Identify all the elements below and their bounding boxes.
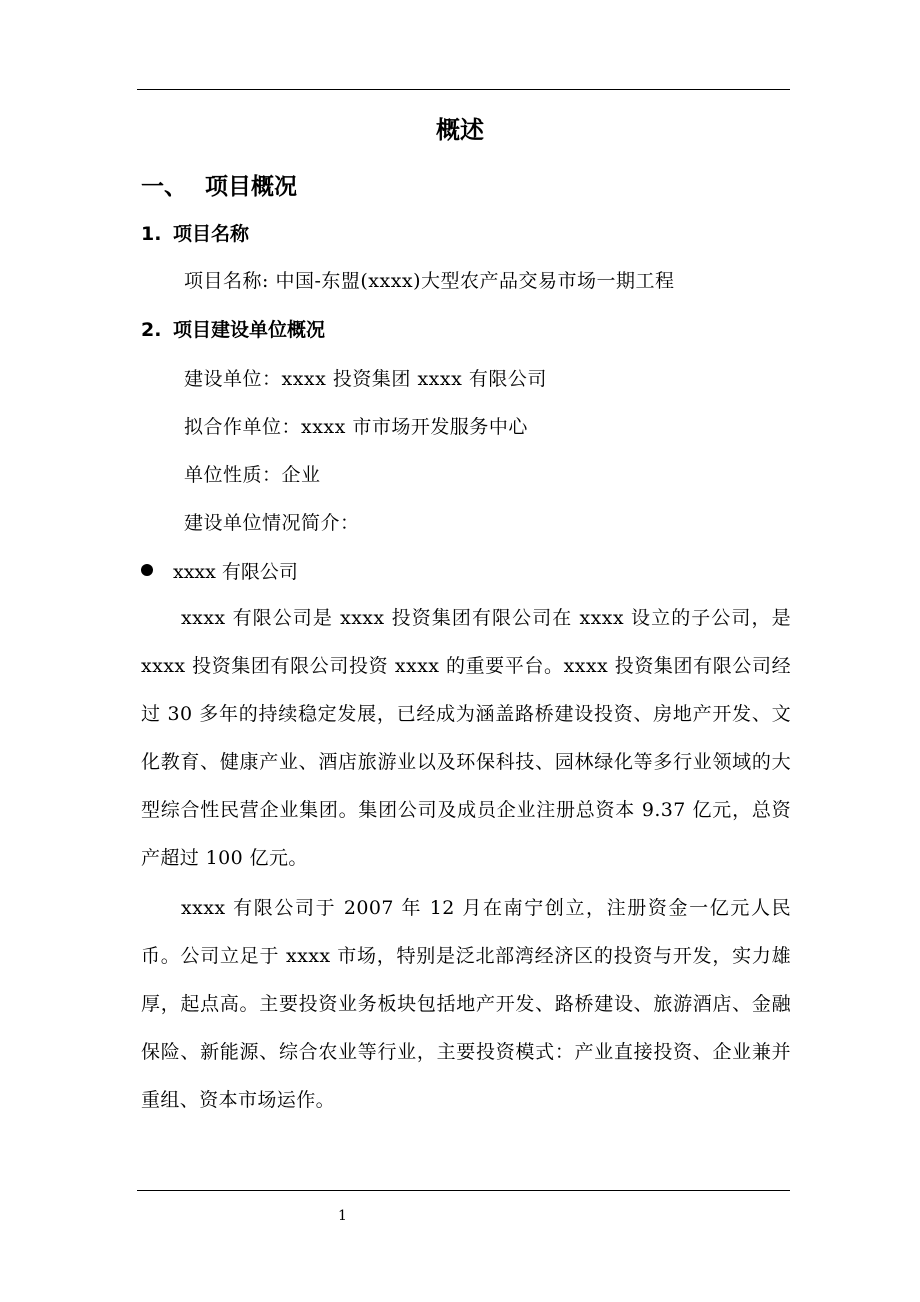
bullet-dot-icon xyxy=(141,564,153,576)
bullet-text: xxxx 有限公司 xyxy=(173,561,298,583)
paragraph-1: xxxx 有限公司是 xxxx 投资集团有限公司在 xxxx 设立的子公司，是 xxxx 投资集团有限公司投资 xxxx 的重要平台。xxxx 投资集团有限公司经过 30 多年的持续稳定发展，已经成为涵盖路桥建设投资、房地产开发、文化教育、健康产业、酒店旅游业以及环保科技、园林绿化等多行业领域的大型综合性民营企业集团。集团公司及成员企业注册总资本 9.37 亿元，总资产超过 100 亿元。 xyxy=(141,607,791,869)
footer-rule xyxy=(137,1190,790,1191)
paragraph-2: xxxx 有限公司于 2007 年 12 月在南宁创立，注册资金一亿元人民币。公司立足于 xxxx 市场，特别是泛北部湾经济区的投资与开发，实力雄厚，起点高。主要投资业务板块包括地产开发、路桥建设、旅游酒店、金融保险、新能源、综合农业等行业，主要投资模式：产业直接投资、企业兼并重组、资本市场运作。 xyxy=(141,897,791,1111)
header-rule xyxy=(137,89,790,90)
construction-unit-line: 建设单位：xxxx 投资集团 xxxx 有限公司 xyxy=(184,368,547,390)
subsection-title: 项目建设单位概况 xyxy=(173,319,326,341)
section-title: 项目概况 xyxy=(205,174,297,200)
subsection-number: 1. xyxy=(141,223,162,245)
subsection-heading-2 xyxy=(141,315,325,342)
unit-nature-line: 单位性质：企业 xyxy=(184,464,321,486)
unit-intro-label: 建设单位情况简介： xyxy=(184,512,360,534)
subsection-heading-1 xyxy=(141,219,249,246)
section-number: 一、 xyxy=(141,174,187,200)
page-number: 1 xyxy=(338,1208,347,1224)
partner-unit-line: 拟合作单位：xxxx 市市场开发服务中心 xyxy=(184,416,528,438)
section-heading xyxy=(141,168,297,201)
project-name-line: 项目名称: 中国-东盟(xxxx)大型农产品交易市场一期工程 xyxy=(184,270,675,292)
subsection-title: 项目名称 xyxy=(173,223,250,245)
bullet-item xyxy=(141,557,298,584)
subsection-number: 2. xyxy=(141,319,162,341)
page-title: 概述 xyxy=(436,116,484,144)
